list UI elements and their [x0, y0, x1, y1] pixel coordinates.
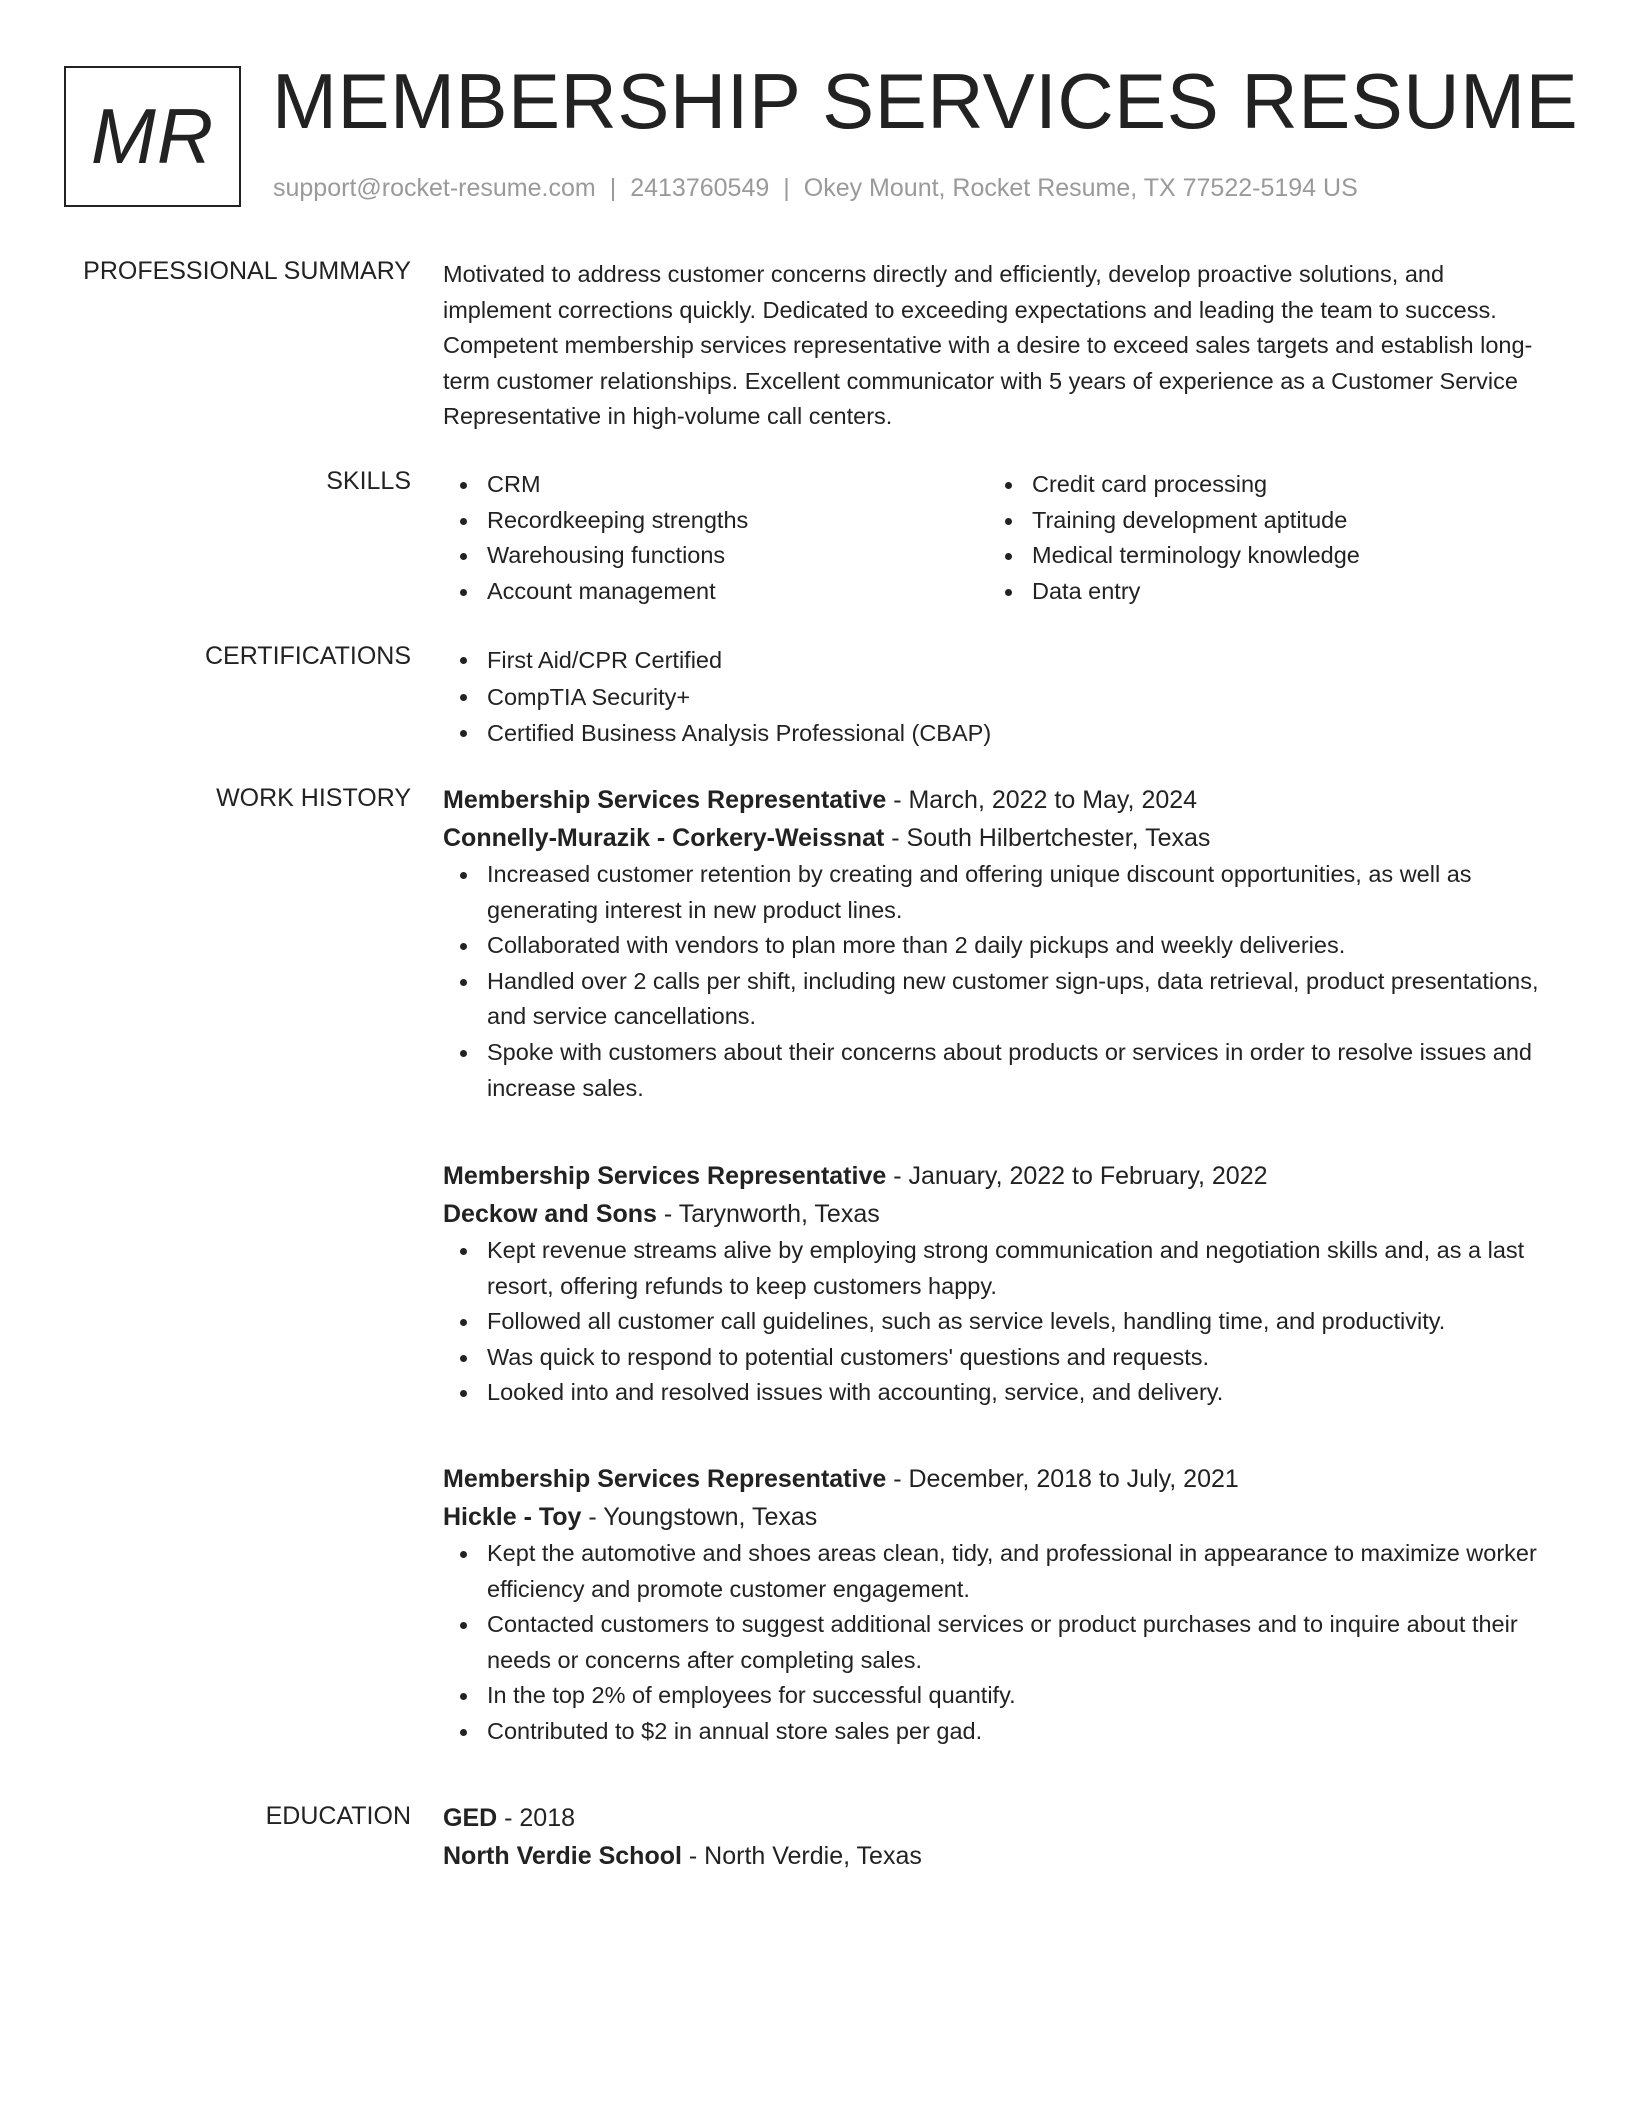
- job-dates: - March, 2022 to May, 2024: [886, 786, 1198, 814]
- contact-email[interactable]: support@rocket-resume.com: [273, 174, 596, 202]
- job-bullets: [443, 857, 1543, 1106]
- list-item: Looked into and resolved issues with accounting, service, and delivery.: [443, 1375, 1543, 1411]
- section-label-work-history: WORK HISTORY: [216, 784, 411, 812]
- contact-separator: |: [609, 174, 617, 202]
- list-item: Increased customer retention by creating and offering unique discount opportunities, as well as generating interest in new product lines.: [443, 857, 1543, 928]
- job-location: - South Hilbertchester, Texas: [884, 824, 1211, 852]
- list-item: Was quick to respond to potential customers' questions and requests.: [443, 1340, 1543, 1376]
- section-label-skills: SKILLS: [326, 467, 411, 495]
- list-item: Certified Business Analysis Professional (CBAP): [443, 715, 1543, 752]
- job-entry: [443, 1460, 1543, 1750]
- job-company-line: [443, 1195, 1543, 1233]
- list-item: CompTIA Security+: [443, 679, 1543, 716]
- job-bullets: [443, 1536, 1543, 1750]
- education-year: - 2018: [497, 1804, 576, 1832]
- education-school-line: [443, 1837, 1543, 1875]
- education-location: - North Verdie, Texas: [681, 1842, 922, 1870]
- job-entry: [443, 1157, 1543, 1411]
- list-item: Data entry: [988, 574, 1508, 610]
- job-company-line: [443, 819, 1543, 857]
- list-item: Medical terminology knowledge: [988, 538, 1508, 574]
- section-label-certifications: CERTIFICATIONS: [204, 642, 411, 670]
- education-school: North Verdie School: [443, 1842, 682, 1870]
- contact-line: [273, 174, 1358, 203]
- list-item: Followed all customer call guidelines, such as service levels, handling time, and productivity.: [443, 1304, 1543, 1340]
- job-bullets: [443, 1233, 1543, 1411]
- job-company-line: [443, 1498, 1543, 1536]
- contact-separator: |: [783, 174, 790, 202]
- contact-address: Okey Mount, Rocket Resume, TX 77522-5194 US: [803, 174, 1358, 202]
- job-company: Deckow and Sons: [443, 1200, 657, 1228]
- list-item: In the top 2% of employees for successful quantify.: [443, 1678, 1543, 1714]
- list-item: First Aid/CPR Certified: [443, 642, 1543, 679]
- job-title-line: [443, 1460, 1543, 1498]
- summary-text: Motivated to address customer concerns directly and efficiently, develop proactive solutions, and implement corrections quickly. Dedicated to exceeding expectations and leading the team to success. Competent membership services representative with a desire to exceed sales targets and establish long-term customer relationships. Excellent communicator with 5 years of experience as a Customer Service Representative in high-volume call centers.: [443, 261, 1533, 430]
- list-item: Contributed to $2 in annual store sales per gad.: [443, 1714, 1543, 1750]
- job-location: - Tarynworth, Texas: [656, 1200, 880, 1228]
- job-entry: [443, 781, 1543, 1106]
- skills-list-left: [443, 467, 963, 609]
- certifications-list: [443, 642, 1543, 752]
- list-item: Kept the automotive and shoes areas clean, tidy, and professional in appearance to maximize worker efficiency and promote customer engagement.: [443, 1536, 1543, 1607]
- job-location: - Youngstown, Texas: [581, 1503, 818, 1531]
- section-label-education: EDUCATION: [265, 1802, 411, 1830]
- list-item: Credit card processing: [988, 467, 1508, 503]
- education-degree-line: [443, 1799, 1543, 1837]
- job-company: Connelly-Murazik - Corkery-Weissnat: [443, 824, 885, 852]
- list-item: CRM: [443, 467, 963, 503]
- page-title: MEMBERSHIP SERVICES RESUME: [272, 57, 1579, 145]
- job-title: Membership Services Representative: [443, 1162, 887, 1190]
- skills-list-right: [988, 467, 1508, 609]
- list-item: Collaborated with vendors to plan more than 2 daily pickups and weekly deliveries.: [443, 928, 1543, 964]
- job-title-line: [443, 781, 1543, 819]
- list-item: Handled over 2 calls per shift, including new customer sign-ups, data retrieval, product presentations, and service cancellations.: [443, 964, 1543, 1035]
- contact-phone[interactable]: 2413760549: [630, 174, 770, 202]
- job-title-line: [443, 1157, 1543, 1195]
- list-item: Contacted customers to suggest additional services or product purchases and to inquire about their needs or concerns after completing sales.: [443, 1607, 1543, 1678]
- list-item: Spoke with customers about their concerns about products or services in order to resolve issues and increase sales.: [443, 1035, 1543, 1106]
- job-company: Hickle - Toy: [443, 1503, 582, 1531]
- job-dates: - January, 2022 to February, 2022: [886, 1162, 1268, 1190]
- education-degree: GED: [443, 1804, 498, 1832]
- list-item: Kept revenue streams alive by employing strong communication and negotiation skills and, as a last resort, offering refunds to keep customers happy.: [443, 1233, 1543, 1304]
- education-entry: [443, 1799, 1543, 1875]
- section-label-summary: PROFESSIONAL SUMMARY: [83, 257, 411, 285]
- list-item: Account management: [443, 574, 963, 610]
- job-title: Membership Services Representative: [443, 786, 887, 814]
- list-item: Warehousing functions: [443, 538, 963, 574]
- job-dates: - December, 2018 to July, 2021: [886, 1465, 1239, 1493]
- list-item: Recordkeeping strengths: [443, 503, 963, 539]
- job-title: Membership Services Representative: [443, 1465, 887, 1493]
- monogram-logo: MR: [64, 66, 241, 207]
- list-item: Training development aptitude: [988, 503, 1508, 539]
